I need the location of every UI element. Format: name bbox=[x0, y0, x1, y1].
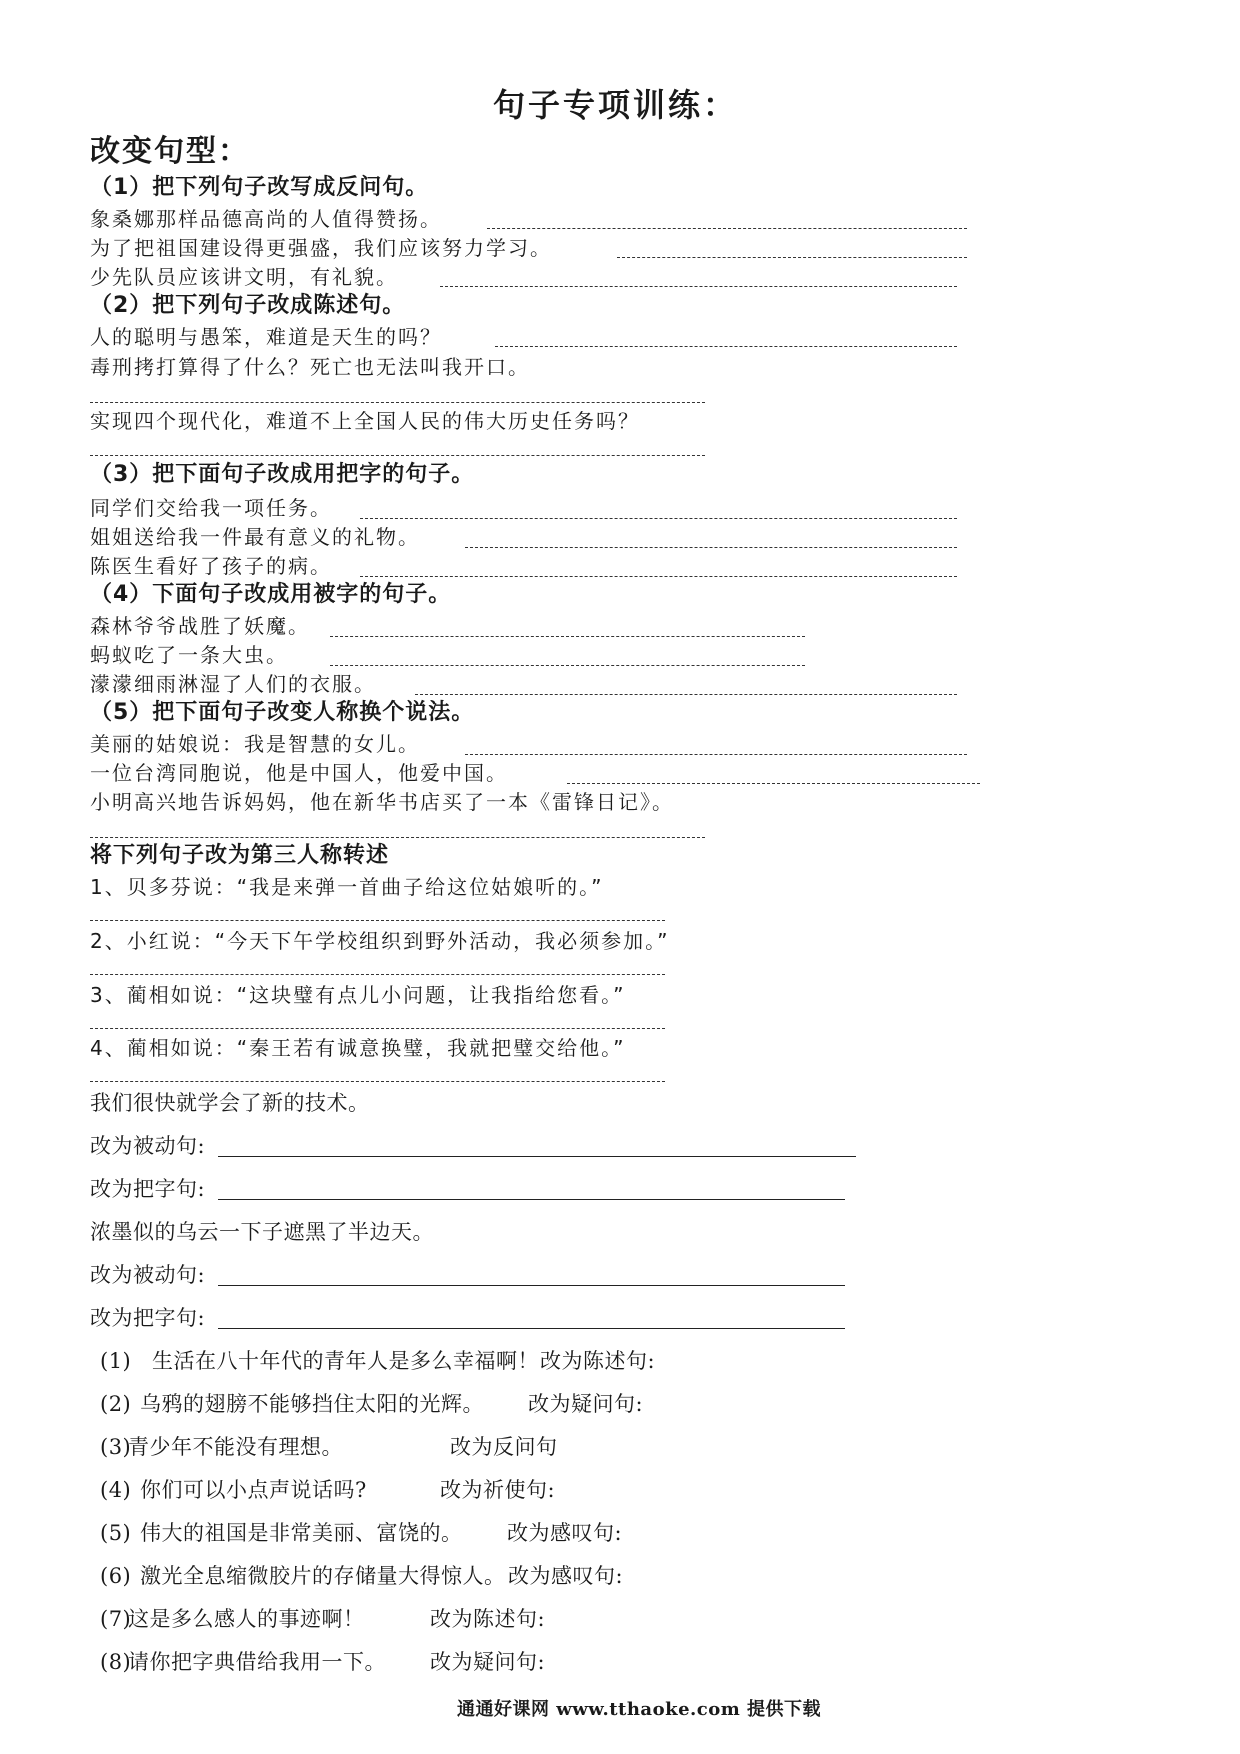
exercise-sentence: 毒刑拷打算得了什么？死亡也无法叫我开口。 bbox=[90, 355, 530, 379]
item-number: (4) bbox=[100, 1478, 132, 1502]
exercise-sentence: 姐姐送给我一件最有意义的礼物。 bbox=[90, 525, 420, 549]
task-instruction: 改为陈述句: bbox=[540, 1349, 656, 1373]
answer-line bbox=[90, 1028, 665, 1029]
section-5-heading: （5）把下面句子改变人称换个说法。 bbox=[90, 700, 475, 725]
task-instruction: 改为陈述句: bbox=[430, 1607, 546, 1631]
answer-line bbox=[218, 1285, 845, 1286]
exercise-sentence: 你们可以小点声说话吗? bbox=[140, 1478, 367, 1502]
answer-line bbox=[440, 286, 957, 287]
answer-line bbox=[465, 547, 957, 548]
exercise-sentence: 青少年不能没有理想。 bbox=[128, 1435, 343, 1459]
answer-line bbox=[90, 402, 705, 403]
section-1-heading: （1）把下列句子改写成反问句。 bbox=[90, 175, 429, 200]
answer-line bbox=[487, 228, 967, 229]
passive-label: 改为被动句: bbox=[90, 1134, 206, 1158]
answer-line bbox=[218, 1156, 856, 1157]
page-title: 句子专项训练： bbox=[493, 86, 739, 124]
task-instruction: 改为疑问句: bbox=[430, 1650, 546, 1674]
exercise-sentence: 生活在八十年代的青年人是多么幸福啊！ bbox=[152, 1349, 539, 1373]
answer-line bbox=[330, 636, 805, 637]
exercise-sentence: 同学们交给我一项任务。 bbox=[90, 496, 332, 520]
exercise-sentence: 请你把字典借给我用一下。 bbox=[128, 1650, 386, 1674]
exercise-sentence: 一位台湾同胞说，他是中国人，他爱中国。 bbox=[90, 761, 508, 785]
item-number: (8) bbox=[100, 1650, 132, 1674]
answer-line bbox=[415, 694, 957, 695]
answer-line bbox=[90, 455, 705, 456]
answer-line bbox=[617, 257, 967, 258]
exercise-sentence: 浓墨似的乌云一下子遮黑了半边天。 bbox=[90, 1220, 434, 1244]
exercise-sentence: 激光全息缩微胶片的存储量大得惊人。 bbox=[140, 1564, 506, 1588]
item-number: (6) bbox=[100, 1564, 132, 1588]
answer-line bbox=[495, 346, 957, 347]
exercise-sentence: 4、蔺相如说：“秦王若有诚意换璧，我就把璧交给他。” bbox=[90, 1036, 626, 1060]
item-number: (7) bbox=[100, 1607, 132, 1631]
exercise-sentence: 为了把祖国建设得更强盛，我们应该努力学习。 bbox=[90, 236, 552, 260]
exercise-sentence: 美丽的姑娘说：我是智慧的女儿。 bbox=[90, 732, 420, 756]
item-number: (1) bbox=[100, 1349, 132, 1373]
section-3-heading: （3）把下面句子改成用把字的句子。 bbox=[90, 462, 475, 487]
answer-line bbox=[360, 518, 957, 519]
task-instruction: 改为祈使句: bbox=[440, 1478, 556, 1502]
section-6-heading: 将下列句子改为第三人称转述 bbox=[90, 843, 390, 868]
exercise-sentence: 少先队员应该讲文明，有礼貌。 bbox=[90, 265, 398, 289]
exercise-sentence: 我们很快就学会了新的技术。 bbox=[90, 1091, 370, 1115]
exercise-sentence: 濛濛细雨淋湿了人们的衣服。 bbox=[90, 672, 376, 696]
answer-line bbox=[330, 665, 805, 666]
exercise-sentence: 实现四个现代化，难道不上全国人民的伟大历史任务吗？ bbox=[90, 409, 640, 433]
answer-line bbox=[218, 1199, 845, 1200]
answer-line bbox=[90, 974, 665, 975]
exercise-sentence: 3、蔺相如说：“这块璧有点儿小问题，让我指给您看。” bbox=[90, 983, 626, 1007]
exercise-sentence: 伟大的祖国是非常美丽、富饶的。 bbox=[140, 1521, 463, 1545]
exercise-sentence: 森林爷爷战胜了妖魔。 bbox=[90, 614, 310, 638]
section-2-heading: （2）把下列句子改成陈述句。 bbox=[90, 293, 406, 318]
exercise-sentence: 象桑娜那样品德高尚的人值得赞扬。 bbox=[90, 207, 442, 231]
task-instruction: 改为疑问句: bbox=[528, 1392, 644, 1416]
section-4-heading: （4）下面句子改成用被字的句子。 bbox=[90, 582, 452, 607]
exercise-sentence: 小明高兴地告诉妈妈，他在新华书店买了一本《雷锋日记》。 bbox=[90, 790, 674, 814]
answer-line bbox=[90, 920, 665, 921]
item-number: (3) bbox=[100, 1435, 132, 1459]
item-number: (5) bbox=[100, 1521, 132, 1545]
passive-label: 改为被动句: bbox=[90, 1263, 206, 1287]
footer-credit: 通通好课网 www.tthaoke.com 提供下载 bbox=[457, 1699, 822, 1720]
main-heading: 改变句型： bbox=[90, 134, 250, 169]
task-instruction: 改为反问句 bbox=[450, 1435, 558, 1459]
answer-line bbox=[90, 1081, 665, 1082]
task-instruction: 改为感叹句: bbox=[508, 1564, 624, 1588]
answer-line bbox=[218, 1328, 845, 1329]
ba-label: 改为把字句: bbox=[90, 1306, 206, 1330]
answer-line bbox=[360, 576, 957, 577]
exercise-sentence: 1、贝多芬说：“我是来弹一首曲子给这位姑娘听的。” bbox=[90, 875, 604, 899]
answer-line bbox=[90, 837, 705, 838]
exercise-sentence: 陈医生看好了孩子的病。 bbox=[90, 554, 332, 578]
ba-label: 改为把字句: bbox=[90, 1177, 206, 1201]
exercise-sentence: 这是多么感人的事迹啊！ bbox=[128, 1607, 365, 1631]
exercise-sentence: 乌鸦的翅膀不能够挡住太阳的光辉。 bbox=[140, 1392, 484, 1416]
exercise-sentence: 蚂蚁吃了一条大虫。 bbox=[90, 643, 288, 667]
exercise-sentence: 人的聪明与愚笨，难道是天生的吗？ bbox=[90, 325, 442, 349]
exercise-sentence: 2、小红说：“今天下午学校组织到野外活动，我必须参加。” bbox=[90, 929, 670, 953]
item-number: (2) bbox=[100, 1392, 132, 1416]
answer-line bbox=[567, 783, 980, 784]
task-instruction: 改为感叹句: bbox=[507, 1521, 623, 1545]
answer-line bbox=[465, 754, 967, 755]
